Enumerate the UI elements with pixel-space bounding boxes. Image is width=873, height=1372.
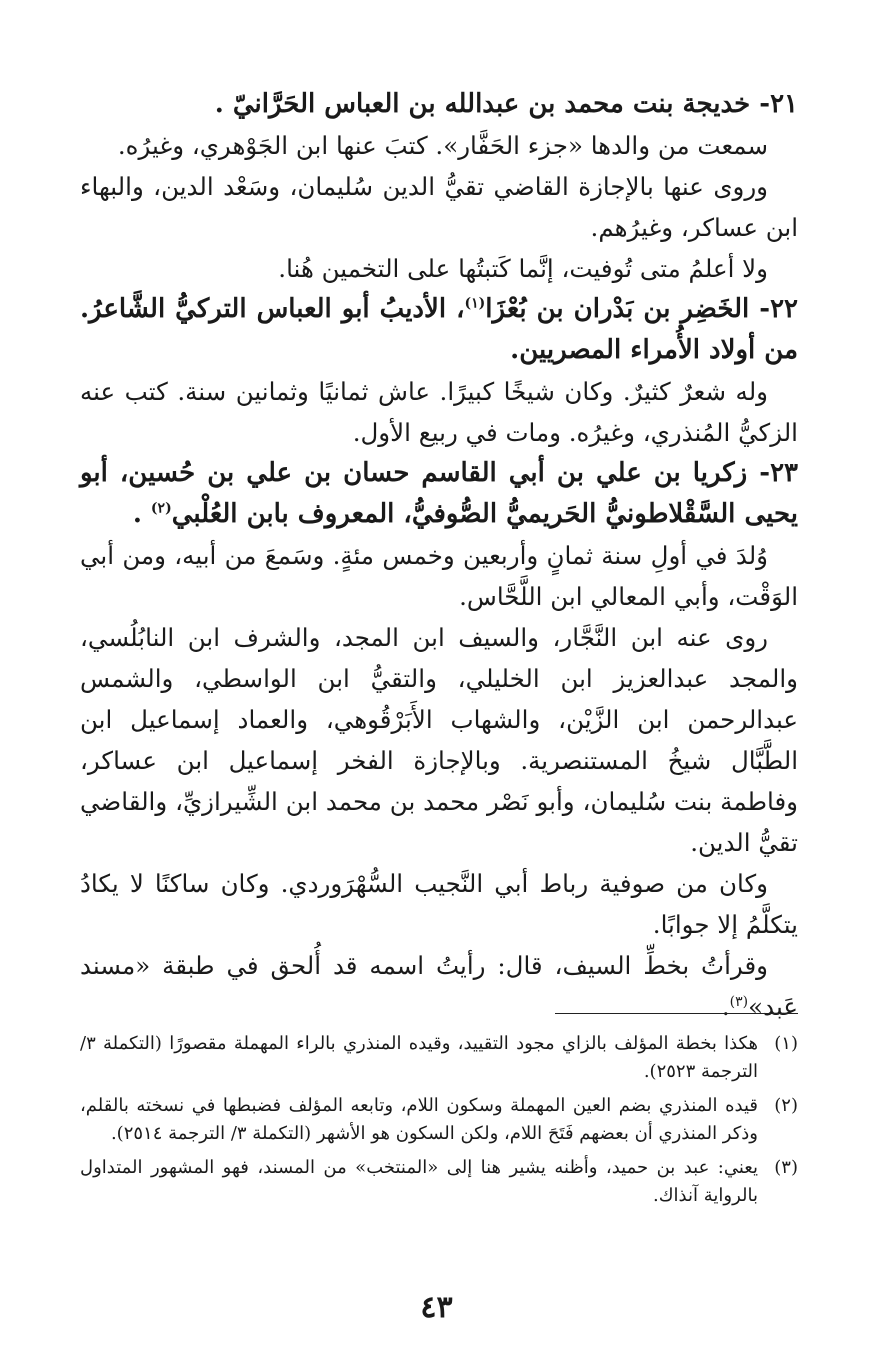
entry-22-heading-name: ٢٢- الخَضِر بن بَدْران بن بُعْزَا bbox=[485, 294, 798, 324]
entry-21-paragraph-1: سمعت من والدها «جزء الحَفَّار». كتبَ عنها ابن الجَوْهري، وغيرُه. bbox=[117, 131, 768, 160]
entry-23-closing-text: وقرأتُ بخطِّ السيف، قال: رأيتُ اسمه قد أُلحق في طبقة «مسند عَبد» bbox=[80, 951, 798, 1021]
entry-23-closing-end: . bbox=[721, 992, 730, 1021]
entry-heading-23 bbox=[80, 453, 798, 535]
page-number: ٤٣ bbox=[420, 1290, 453, 1325]
footnote-number: (٢) bbox=[774, 1095, 798, 1116]
entry-23-heading-rest: . bbox=[132, 499, 151, 529]
footnote-text: هكذا بخطة المؤلف بالزاي مجود التقييد، وقيده المنذري بالراء المهملة مقصورًا (التكملة ٣/ الترجمة ٢٥٢٣). bbox=[80, 1033, 758, 1082]
entry-23-closing-paragraph bbox=[80, 945, 798, 1027]
entry-23-heading-name: ٢٣- زكريا بن علي بن أبي القاسم حسان بن علي بن حُسين، أبو يحيى السَّقْلاطونيُّ الحَريميُّ الصُّوفيُّ، المعروف بابن العُلْبي bbox=[80, 458, 798, 529]
footnote-ref-1[interactable]: (١) bbox=[464, 295, 486, 312]
entry-23-paragraph-3: وكان من صوفية رباط أبي النَّجيب السُّهْرَوردي. وكان ساكنًا لا يكادُ يتكلَّمُ إلا جوابًا. bbox=[80, 869, 798, 939]
footnote-2 bbox=[80, 1092, 798, 1148]
footnote-text: يعني: عبد بن حميد، وأظنه يشير هنا إلى «المنتخب» من المسند، فهو المشهور المتداول بالرواية آنذاك. bbox=[80, 1157, 758, 1206]
footnote-number: (١) bbox=[774, 1033, 798, 1054]
main-text bbox=[80, 84, 798, 1027]
footnotes bbox=[80, 1030, 798, 1216]
entry-21-paragraph-2: وروى عنها بالإجازة القاضي تقيُّ الدين سُليمان، وسَعْد الدين، والبهاء ابن عساكر، وغيرُهم. bbox=[80, 172, 798, 242]
footnote-3 bbox=[80, 1154, 798, 1210]
entry-23-paragraph-1: وُلدَ في أولِ سنة ثمانٍ وأربعين وخمس مئةٍ. وسَمعَ من أبيه، ومن أبي الوَقْت، وأبي المعالي ابن اللَّحَّاس. bbox=[80, 541, 798, 611]
footnote-separator bbox=[555, 1013, 798, 1014]
footnote-ref-2[interactable]: (٢) bbox=[150, 500, 172, 517]
entry-22-heading-rest: ، الأديبُ أبو العباس التركيُّ الشَّاعرُ. من أولاد الأُمراء المصريين. bbox=[80, 294, 798, 365]
entry-heading-21: ٢١- خديجة بنت محمد بن عبدالله بن العباس الحَرَّانيّ . bbox=[214, 89, 798, 119]
footnote-number: (٣) bbox=[774, 1157, 798, 1178]
footnote-text: قيده المنذري بضم العين المهملة وسكون اللام، وتابعه المؤلف فضبطها في نسخته بالقلم، وذكر المنذري أن بعضهم فَتَحَ اللام، ولكن السكون هو الأشهر (التكملة ٣/ الترجمة ٢٥١٤). bbox=[80, 1095, 758, 1144]
entry-23-paragraph-2: روى عنه ابن النَّجَّار، والسيف ابن المجد، والشرف ابن النابُلُسي، والمجد عبدالعزيز ابن الخليلي، والتقيُّ ابن الواسطي، والشمس عبدالرحمن ابن الزَّيْن، والشهاب الأَبَرْقُوهي، والعماد إسماعيل ابن الطَّبَّال شيخُ المستنصرية. وبالإجازة الفخر إسماعيل ابن عساكر، وفاطمة بنت سُليمان، وأبو نَصْر محمد بن محمد ابن الشِّيرازيِّ، والقاضي تقيُّ الدين. bbox=[80, 623, 798, 857]
entry-21-paragraph-3: ولا أعلمُ متى تُوفيت، إنَّما كَتبتُها على التخمين هُنا. bbox=[278, 254, 768, 283]
footnote-ref-3[interactable]: (٣) bbox=[729, 993, 749, 1010]
entry-heading-22 bbox=[80, 289, 798, 371]
footnote-1 bbox=[80, 1030, 798, 1086]
entry-22-paragraph-1: وله شعرٌ كثيرٌ. وكان شيخًا كبيرًا. عاش ثمانيًا وثمانين سنة. كتب عنه الزكيُّ المُنذري، وغيرُه. ومات في ربيع الأول. bbox=[80, 377, 798, 447]
